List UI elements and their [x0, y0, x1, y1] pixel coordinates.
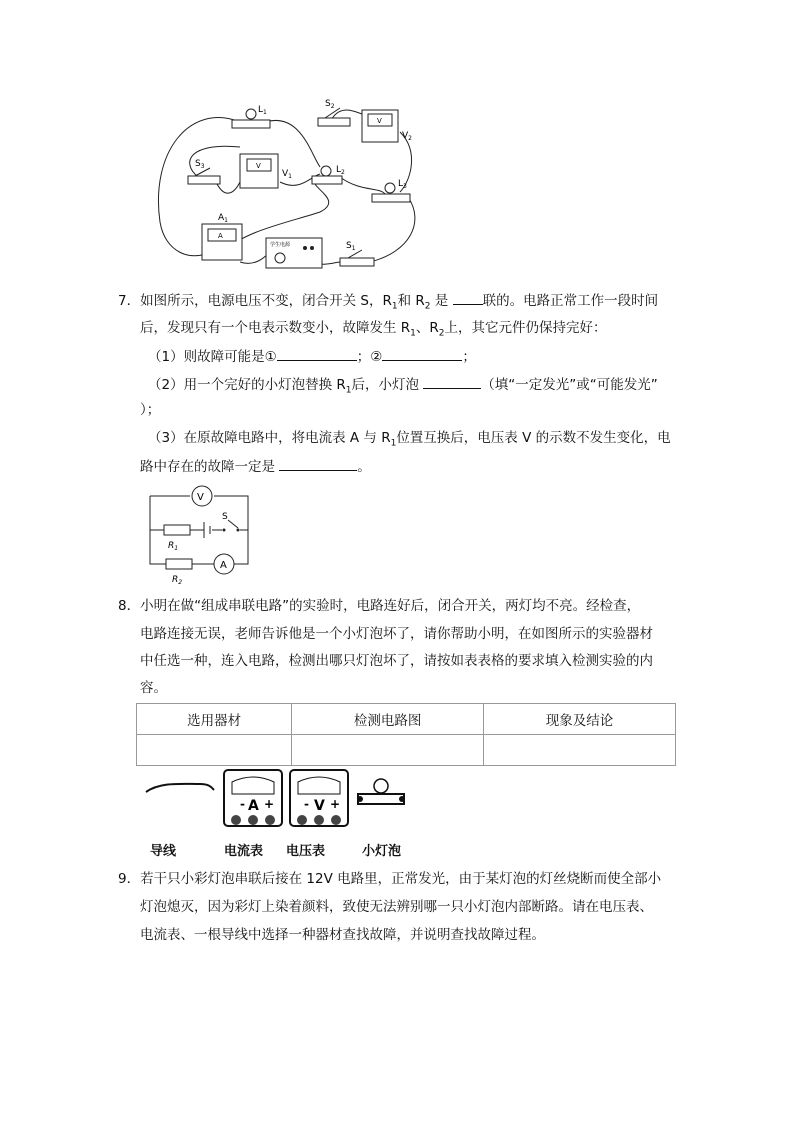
caption-wire: 导线: [150, 844, 177, 859]
svg-text:A: A: [248, 798, 259, 814]
svg-text:+: +: [330, 797, 341, 811]
svg-text:L1: $L_1$: [258, 105, 267, 116]
table-header: 现象及结论: [484, 704, 676, 735]
q9-line-2: 灯泡熄灭，因为彩灯上染着颜料，致使无法辨别哪一只小灯泡内部断路。请在电压表、: [140, 899, 653, 915]
circuit-diagram-physical: [140, 92, 460, 272]
ammeter-a1-icon: [202, 224, 242, 260]
svg-text:V: V: [314, 798, 325, 814]
q7-part-2: （2）用一个完好的小灯泡替换 $R_1$后，小灯泡 （填“一定发光”或“可能发光”: [148, 374, 658, 401]
q8-line-1: 8．小明在做“组成串联电路”的实验时，电路连好后，闭合开关，两灯均不亮。经检查，: [118, 598, 641, 614]
svg-text:V: V: [256, 162, 261, 170]
q7-blank-connection[interactable]: [453, 290, 483, 305]
svg-text:A: A: [220, 560, 227, 571]
svg-text:S3: $S_3$: [195, 159, 205, 170]
svg-text:R2: $R_2$: [172, 575, 183, 584]
caption-ammeter: 电流表: [224, 844, 264, 859]
svg-text:L2: $L_2$: [336, 165, 345, 176]
svg-text:V2: $V_2$: [402, 131, 412, 142]
svg-text:-: -: [304, 797, 309, 811]
q8-line-3: 中任选一种，连入电路，检测出哪只灯泡坏了，请按如表表格的要求填入检测实验的内: [140, 653, 653, 669]
svg-text:A1: $A_1$: [218, 213, 228, 224]
q7-part-2-end: ）；: [140, 402, 161, 418]
q7-part-1: （1）则故障可能是① ；② ；: [148, 346, 476, 367]
equipment-figure: [140, 764, 420, 836]
q7-line-1: 7．如图所示，电源电压不变，闭合开关 S，$R_1$和 $R_2$ 是 联的。电路正常工作一段时间: [118, 290, 658, 317]
voltmeter-icon: [290, 770, 348, 826]
svg-text:S: S: [222, 512, 228, 522]
table-cell[interactable]: [292, 735, 484, 766]
svg-text:V: V: [197, 492, 204, 503]
q7-blank-bulb[interactable]: [423, 374, 481, 389]
svg-text:L3: $L_3$: [398, 179, 407, 190]
q7-part-3: （3）在原故障电路中，将电流表 A 与 $R_1$位置互换后，电压表 V 的示数不发生变化，电: [148, 430, 671, 449]
q7-part-3-cont: 路中存在的故障一定是 。: [140, 456, 371, 477]
q8-line-2: 电路连接无误，老师告诉他是一个小灯泡坏了，请你帮助小明，在如图所示的实验器材: [140, 626, 653, 642]
light-bulb-icon: [357, 779, 405, 804]
voltmeter-v1-icon: [240, 154, 278, 188]
caption-bulb: 小灯泡: [362, 844, 402, 859]
q8-answer-table: [136, 703, 676, 766]
svg-text:-: -: [240, 797, 245, 811]
q7-line-2: 后，发现只有一个电表示数变小，故障发生 $R_1$、$R_2$上，其它元件仍保持完好：: [140, 320, 607, 339]
svg-text:R1: $R_1$: [168, 541, 179, 552]
circuit-schematic: [142, 484, 262, 584]
voltmeter-v2-icon: [362, 110, 398, 142]
q9-line-1: 9．若干只小彩灯泡串联后接在 12V 电路里，正常发光，由于某灯泡的灯丝烧断而使全部小: [118, 871, 662, 887]
ammeter-icon: [224, 770, 282, 826]
svg-text:V1: $V_1$: [282, 169, 292, 180]
svg-text:学生电源: 学生电源: [270, 242, 291, 248]
table-cell[interactable]: [484, 735, 676, 766]
q7-blank-fault-2[interactable]: [382, 346, 462, 361]
svg-text:V: V: [377, 117, 382, 125]
q8-line-4: 容。: [140, 680, 167, 696]
caption-voltmeter: 电压表: [286, 844, 326, 859]
wire-icon: [146, 784, 214, 792]
q7-blank-fault-1[interactable]: [277, 346, 357, 361]
power-supply-icon: [266, 238, 322, 268]
table-cell[interactable]: [137, 735, 292, 766]
table-header: 检测电路图: [292, 704, 484, 735]
switch-s2-icon: [318, 108, 350, 126]
table-header: 选用器材: [137, 704, 292, 735]
svg-text:S2: $S_2$: [325, 99, 335, 110]
svg-text:+: +: [264, 797, 275, 811]
switch-s3-icon: [188, 168, 220, 184]
q7-blank-fault-certain[interactable]: [279, 456, 357, 471]
switch-s1-icon: [340, 250, 374, 266]
svg-text:S1: $S_1$: [346, 241, 356, 252]
q9-line-3: 电流表、一根导线中选择一种器材查找故障，并说明查找故障过程。: [140, 927, 545, 943]
svg-text:A: A: [218, 232, 223, 240]
